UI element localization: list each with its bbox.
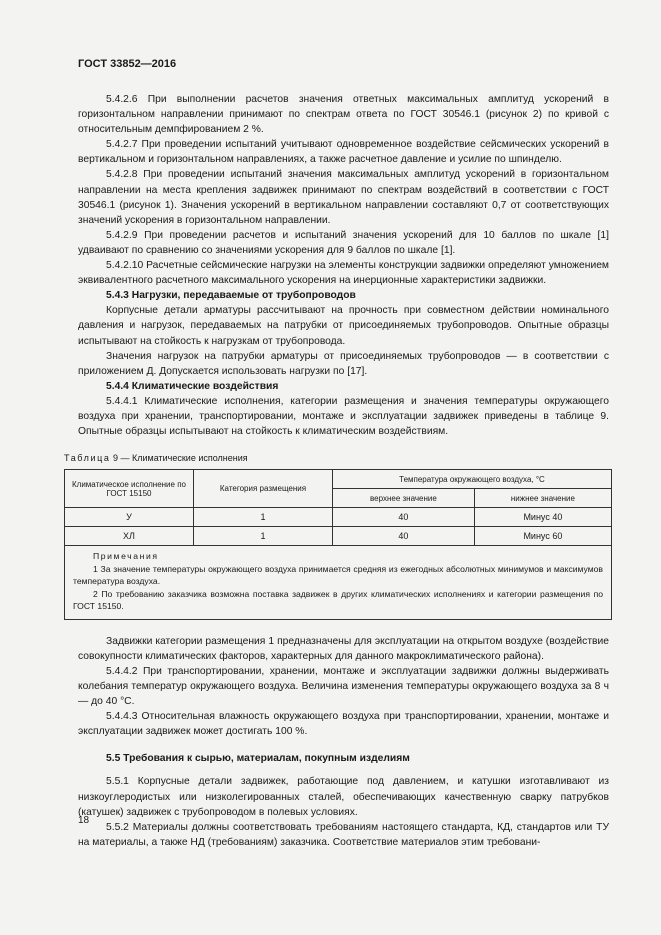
paragraph-5-4-2-9: 5.4.2.9 При проведении расчетов и испытаний значения ускорений для 10 баллов по шкале [1] удваивают по сравнению со значениями ускорения для 9 баллов по шкале [1].: [78, 229, 609, 256]
note-1: 1 За значение температуры окружающего воздуха принимается средняя из ежегодных абсолютных минимумов и максимумов температура воздуха.: [73, 563, 603, 587]
table-header-temperature: Температура окружающего воздуха, °С: [333, 470, 612, 489]
paragraph-5-4-4-1: 5.4.4.1 Климатические исполнения, категории размещения и значения температуры окружающего воздуха при хранении, транспортировании, монтаже и эксплуатации задвижек приведены в таблице 9. Опытные образцы испытывают на стойкость к климатическим воздействиям.: [78, 395, 609, 438]
paragraph-5-5-2: 5.5.2 Материалы должны соответствовать требованиям настоящего стандарта, КД, стандартов или ТУ на материалы, а также НД (требованиям) заказчика. Соответствие материалов этим требовани-: [78, 821, 609, 848]
table-caption-label: Таблица: [64, 453, 111, 464]
table-caption-text: 9 — Климатические исполнения: [110, 453, 248, 464]
table-cell-upper: 40: [333, 527, 475, 546]
table-caption: [64, 453, 609, 463]
table-header-category: Категория размещения: [194, 470, 333, 508]
document-header: ГОСТ 33852—2016: [78, 58, 177, 70]
table-cell-lower: Минус 60: [474, 527, 611, 546]
paragraph-5-4-3-b: Значения нагрузок на патрубки арматуры от присоединяемых трубопроводов — в соответствии с приложением Д. Допускается использовать нагрузки по [17].: [78, 350, 609, 377]
table-cell-category: 1: [194, 508, 333, 527]
paragraph-5-4-2-8: 5.4.2.8 При проведении испытаний значения максимальных амплитуд ускорений в горизонтальном направлении на места крепления задвижек принимают по спектрам воздействий в соответствии с ГОСТ 30546.1 (рисунок 1). Значения ускорений в вертикальном направлении составляют 0,7 от соответствующих значений ускорения в горизонтальном направлении.: [78, 169, 609, 226]
table-header-upper: верхнее значение: [333, 489, 475, 508]
table-notes: [65, 546, 612, 620]
notes-title: Примечания: [93, 551, 159, 562]
climate-table: [64, 469, 612, 620]
table-row: [65, 508, 612, 527]
paragraph-5-4-2-10: 5.4.2.10 Расчетные сейсмические нагрузки на элементы конструкции задвижки определяют умножением эквивалентного расчетного максимального ускорения на инерционные характеристики задвижки.: [78, 260, 609, 287]
heading-5-5: 5.5 Требования к сырью, материалам, покупным изделиям: [106, 753, 410, 765]
heading-5-4-3: 5.4.3 Нагрузки, передаваемые от трубопроводов: [106, 290, 356, 302]
paragraph-category-1: Задвижки категории размещения 1 предназначены для эксплуатации на открытом воздухе (воздействие совокупности климатических факторов, характерных для данного макроклиматического района).: [78, 635, 609, 662]
note-2: 2 По требованию заказчика возможна поставка задвижек в других климатических исполнениях и категории размещения по ГОСТ 15150.: [73, 588, 603, 612]
table-header-climate: Климатическое исполнение по ГОСТ 15150: [65, 470, 194, 508]
paragraph-5-4-4-2: 5.4.4.2 При транспортировании, хранении, монтаже и эксплуатации задвижки должны выдерживать колебания температур окружающего воздуха. Величина изменения температуры окружающего воздуха за 8 ч — до 40 °С.: [78, 665, 609, 708]
table-row: [65, 527, 612, 546]
paragraph-5-5-1: 5.5.1 Корпусные детали задвижек, работающие под давлением, и катушки изготавливают из низкоуглеродистых или низколегированных сталей, обеспечивающих качественную сварку патрубков (катушек) задвижек с трубопроводом в полевых условиях.: [78, 776, 609, 818]
page-number: 18: [78, 815, 90, 826]
heading-5-4-4: 5.4.4 Климатические воздействия: [106, 380, 279, 392]
paragraph-5-4-3-a: Корпусные детали арматуры рассчитывают на прочность при совместном действии номинального давления и нагрузок, передаваемых на патрубки от присоединяемых трубопроводов. Опытные образцы испытывают на стойкость к нагрузкам от трубопровода.: [78, 305, 609, 347]
table-cell-upper: 40: [333, 508, 475, 527]
table-cell-lower: Минус 40: [474, 508, 611, 527]
paragraph-5-4-2-7: 5.4.2.7 При проведении испытаний учитывают одновременное воздействие сейсмических ускорений в вертикальном и горизонтальном направлениях, а также расчетное давление и усилие по шпинделю.: [78, 139, 609, 166]
table-cell-climate: ХЛ: [65, 527, 194, 546]
table-cell-category: 1: [194, 527, 333, 546]
table-cell-climate: У: [65, 508, 194, 527]
table-header-lower: нижнее значение: [474, 489, 611, 508]
paragraph-5-4-2-6: 5.4.2.6 При выполнении расчетов значения ответных максимальных амплитуд ускорений в горизонтальном направлении принимают по спектрам ответа по ГОСТ 30546.1 (рисунок 2) по кривой с относительным демпфированием 2 %.: [78, 94, 609, 136]
paragraph-5-4-4-3: 5.4.4.3 Относительная влажность окружающего воздуха при транспортировании, хранении, монтаже и эксплуатации задвижек может достигать 100 %.: [78, 711, 609, 738]
